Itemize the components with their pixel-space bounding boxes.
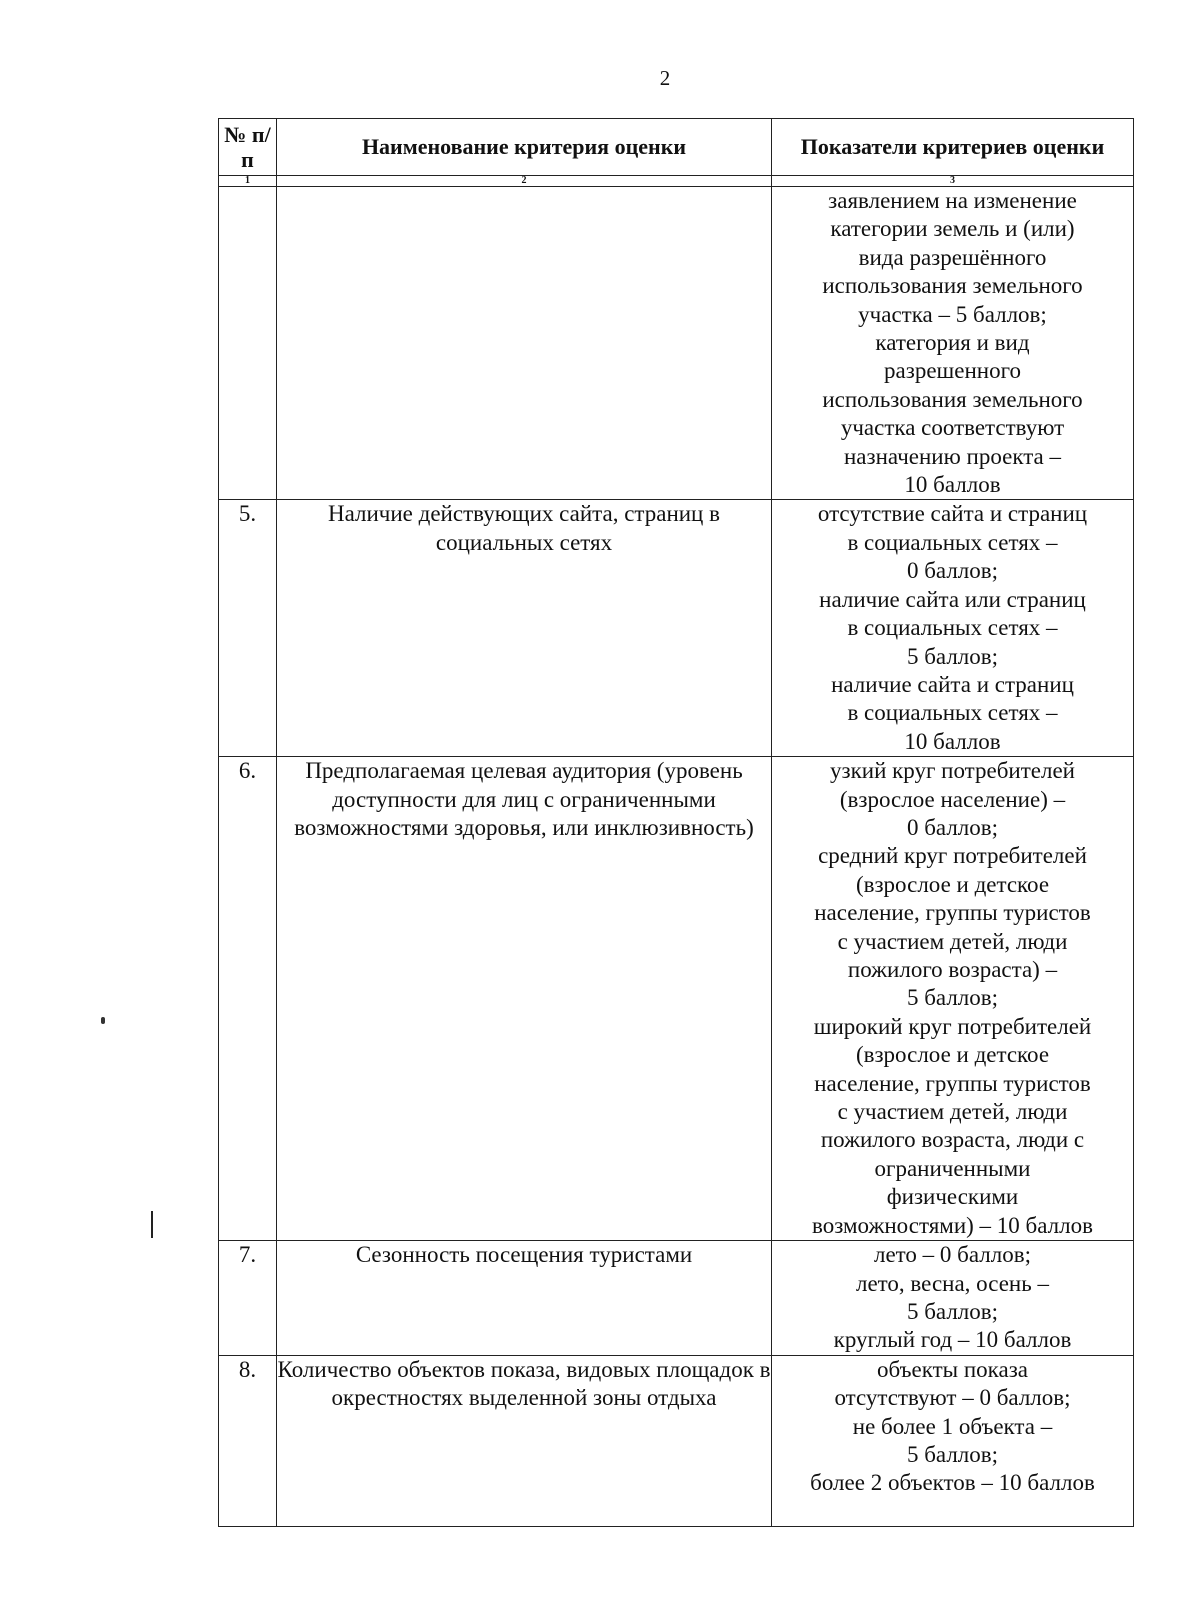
indicator-line: наличие сайта и страниц	[831, 671, 1074, 697]
header-indicators: Показатели критериев оценки	[772, 119, 1134, 176]
row-number: 8.	[219, 1355, 277, 1526]
indicator-line: широкий круг потребителей	[813, 1013, 1092, 1039]
indicator-line: население, группы туристов	[814, 900, 1091, 926]
criterion-indicators	[772, 1355, 1134, 1526]
column-index-row	[219, 176, 1134, 187]
row-number: 7.	[219, 1241, 277, 1356]
column-index-2: 2	[277, 176, 772, 187]
table-row	[219, 757, 1134, 1241]
indicator-line: 5 баллов;	[906, 1298, 999, 1324]
indicator-line: 5 баллов;	[906, 643, 999, 669]
column-index-1: 1	[219, 176, 277, 187]
row-number: 5.	[219, 500, 277, 757]
indicator-line: использования земельного	[822, 386, 1083, 412]
indicator-line: население, группы туристов	[814, 1070, 1091, 1096]
criterion-name	[277, 187, 772, 500]
indicator-line: более 2 объектов – 10 баллов	[810, 1470, 1095, 1496]
table-row	[219, 1241, 1134, 1356]
indicator-line: 5 баллов;	[906, 1441, 999, 1467]
page-number: 2	[659, 66, 671, 90]
indicator-line: (взрослое и детское	[855, 871, 1050, 897]
indicator-line: в социальных сетях –	[847, 700, 1058, 726]
row-number	[219, 187, 277, 500]
indicator-line: в социальных сетях –	[847, 529, 1058, 555]
indicator-line: заявлением на изменение	[828, 188, 1077, 213]
criterion-name: Наличие действующих сайта, страниц в социальных сетях	[277, 500, 772, 757]
criterion-name: Предполагаемая целевая аудитория (уровень доступности для лиц с ограниченными возможностями здоровья, или инклюзивность)	[277, 757, 772, 1241]
indicator-line: категория и вид	[875, 330, 1030, 356]
indicator-line: круглый год – 10 баллов	[833, 1327, 1072, 1353]
criterion-indicators	[772, 757, 1134, 1241]
indicator-line: категории земель и (или)	[830, 216, 1075, 242]
scan-margin-mark	[101, 1017, 105, 1024]
column-index-3: 3	[772, 176, 1134, 187]
indicator-line: с участием детей, люди	[837, 928, 1068, 954]
indicator-line: использования земельного	[822, 273, 1083, 299]
table-row	[219, 500, 1134, 757]
indicator-line: (взрослое и детское	[855, 1042, 1050, 1068]
indicator-line: объекты показа	[877, 1356, 1028, 1382]
indicator-line: назначению проекта –	[844, 443, 1061, 469]
indicator-line: узкий круг потребителей	[830, 758, 1075, 784]
table-row	[219, 187, 1134, 500]
indicator-line: отсутствуют – 0 баллов;	[834, 1385, 1071, 1411]
indicator-line: ограниченными	[874, 1155, 1031, 1181]
indicator-line: лето, весна, осень –	[856, 1270, 1049, 1296]
indicator-line: 5 баллов;	[906, 985, 999, 1011]
criterion-indicators	[772, 187, 1134, 500]
table-header-row	[219, 119, 1134, 176]
header-number: № п/п	[219, 119, 277, 176]
criteria-table	[218, 118, 1134, 1527]
scan-margin-line	[151, 1211, 153, 1238]
indicator-line: вида разрешённого	[858, 244, 1047, 270]
criterion-name: Сезонность посещения туристами	[277, 1241, 772, 1356]
indicator-line: разрешенного	[884, 358, 1021, 384]
indicator-line: возможностями) – 10 баллов	[812, 1212, 1093, 1238]
indicator-line: 10 баллов	[904, 472, 1001, 498]
table-row	[219, 1355, 1134, 1526]
indicator-line: в социальных сетях –	[847, 615, 1058, 641]
indicator-line: с участием детей, люди	[837, 1099, 1068, 1124]
indicator-line: (взрослое население) –	[839, 786, 1066, 812]
indicator-line: пожилого возраста) –	[847, 956, 1058, 982]
indicator-line: средний круг потребителей	[818, 843, 1087, 869]
row-number: 6.	[219, 757, 277, 1241]
indicator-line: участка соответствуют	[840, 415, 1065, 441]
criterion-indicators	[772, 500, 1134, 757]
indicator-line: пожилого возраста, люди с	[820, 1127, 1085, 1153]
criterion-name: Количество объектов показа, видовых площадок в окрестностях выделенной зоны отдыха	[277, 1355, 772, 1526]
indicator-line: 0 баллов;	[906, 814, 999, 840]
header-criterion-name: Наименование критерия оценки	[277, 119, 772, 176]
indicator-line: 10 баллов	[904, 728, 1001, 754]
indicator-line: физическими	[886, 1184, 1019, 1210]
indicator-line: наличие сайта или страниц	[819, 586, 1086, 612]
indicator-line: не более 1 объекта –	[852, 1413, 1053, 1439]
indicator-line: участка – 5 баллов;	[858, 301, 1047, 327]
criterion-indicators	[772, 1241, 1134, 1356]
indicator-line: отсутствие сайта и страниц	[817, 501, 1088, 527]
indicator-line: лето – 0 баллов;	[873, 1242, 1031, 1268]
indicator-line: 0 баллов;	[906, 558, 999, 584]
